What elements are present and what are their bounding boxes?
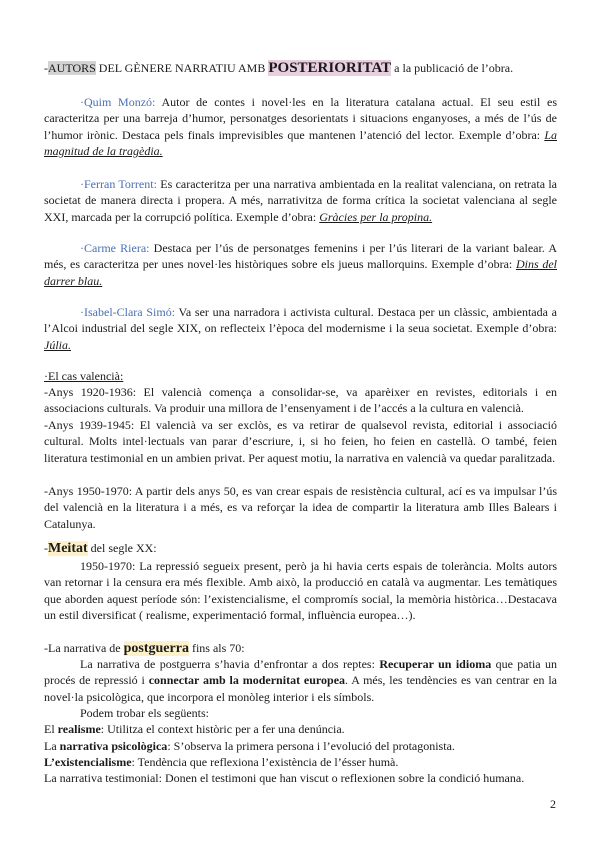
heading-highlight: POSTERIORITAT — [268, 60, 392, 76]
list-item-text: La narrativa testimonial: Donen el testimoni que han viscut o reflexionen sobre la condició humana. — [44, 771, 525, 785]
postguerra-text-a: La narrativa de postguerra s’havia d’enfrontar a dos reptes: — [80, 657, 380, 671]
valencia-title — [44, 368, 557, 384]
heading-suffix: a la publicació de l’obra. — [391, 61, 514, 75]
meitat-paragraph: 1950-1970: La repressió segueix present, però ja hi havia certs espais de tolerància. Molts autors van retornar i la censura era més flexible. Amb això, la producció en català va augmentar. Les temàtiques que aborden aquest període són: l’existencialisme, el compromís social, la memòria històrica…Destacava un estil diversificat ( realisme, experimentació formal, influència europea…). — [44, 559, 557, 623]
postguerra-bold-2: connectar amb la modernitat europea — [148, 673, 346, 688]
meitat-prefix: - — [44, 541, 48, 555]
meitat-highlight: Meitat — [48, 541, 88, 556]
author-work: Júlia. — [44, 337, 71, 352]
author-work: Dins del darrer blau. — [44, 257, 557, 288]
list-item — [44, 754, 557, 770]
valencia-item: -Anys 1920-1936: El valencià comença a consolidar-se, va aparèixer en revistes, editorials i en associacions culturals. Va produir una millora de l’ensenyament i de l’accés a la cultura en valencià. — [44, 385, 557, 416]
list-item-term: realisme — [57, 722, 101, 736]
postguerra-prefix: -La narrativa de — [44, 641, 124, 655]
author-paragraph-simo — [44, 304, 557, 353]
valencia-item: -Anys 1939-1945: El valencià va ser exclòs, es va retirar de qualsevol revista, editorial i associació cultural. Molts intel·lectuals van parar d’escriure, i, si ho feien, ho feien en castellà. O també, feien literatura testimonial en un ambien privat. Per aquest motiu, la narrativa en valencià va quedar paralitzada. — [44, 418, 557, 465]
author-paragraph-monzo — [44, 94, 557, 160]
heading-prefix: - — [44, 61, 48, 75]
list-item-term: narrativa psicològica — [59, 739, 168, 753]
author-name: ·Isabel-Clara Simó: — [80, 305, 176, 319]
section-heading-authors — [44, 60, 557, 76]
list-item-text: : S’observa la primera persona i l’evolució del protagonista. — [167, 739, 455, 753]
author-text: Va ser una narradora i activista cultural. Destaca per un clàssic, ambientada a l’Alcoi industrial del segle XIX, on reflecteix l’època del modernisme i la seua societat. Exemple d’obra: — [44, 305, 557, 336]
postguerra-heading — [44, 640, 557, 657]
postguerra-bold-1: Recuperar un idioma — [379, 657, 492, 671]
list-item-text: : Tendència que reflexiona l’existència de l’ésser humà. — [131, 755, 399, 769]
page-number: 2 — [550, 797, 556, 811]
meitat-heading — [44, 540, 557, 557]
author-work: Gràcies per la propina. — [319, 209, 433, 224]
author-text: Es caracteritza per una narrativa ambientada en la realitat valenciana, on retrata la societat de manera directa i propera. A més, narrativitza de forma crítica la societat valenciana al segle XXI, marcada per la corrupció política. Exemple d’obra: — [44, 177, 558, 224]
postguerra-intro: Podem trobar els següents: — [80, 706, 209, 720]
meitat-suffix: del segle XX: — [87, 541, 157, 555]
author-name: ·Carme Riera: — [80, 241, 150, 255]
postguerra-text-c: que patia un procés de repressió i — [44, 657, 557, 688]
list-item-text: : Utilitza el context històric per a fer una denúncia. — [100, 722, 345, 736]
author-paragraph-torrent — [44, 176, 557, 225]
list-item — [44, 770, 557, 786]
heading-authors-word: AUTORS — [48, 61, 96, 75]
author-text: Destaca per l’ús de personatges femenins i per l’ús literari de la variant balear. A més, es caracteritza per unes novel·les històriques sobre els jueus mallorquins. Exemple d’obra: — [44, 241, 557, 272]
list-item — [44, 738, 557, 754]
postguerra-suffix: fins als 70: — [188, 641, 245, 655]
author-text: Autor de contes i novel·les en la literatura catalana actual. El seu estil es caracteritza per una barreja d’humor, personatges desorientats i situacions enganyoses, a més de l’ús de l’humor irònic. Destaca pels finals imprevisibles que mantenen l’atenció del lector. Exemple d’obra: — [44, 95, 557, 142]
heading-mid: DEL GÈNERE NARRATIU AMB — [95, 61, 269, 75]
valencia-title-text: ·El cas valencià: — [44, 369, 124, 383]
postguerra-highlight: postguerra — [123, 641, 189, 656]
valencia-item: -Anys 1950-1970: A partir dels anys 50, es van crear espais de resistència cultural, ací es va impulsar l’ús del valencià en la literatura i a més, es va reforçar la idea de compartir la literatura amb Illes Balears i Catalunya. — [44, 484, 557, 531]
author-work: La magnitud de la tragèdia. — [44, 127, 557, 159]
list-item-pre: El — [44, 722, 58, 736]
postguerra-text-d: . A més, les tendències es van centrar en la novel·la psicològica, que incorpora el monòleg interior i els símbols. — [44, 673, 557, 704]
author-name: ·Ferran Torrent: — [80, 177, 157, 191]
list-item — [44, 721, 557, 737]
list-item-pre: La — [44, 739, 60, 753]
author-name: ·Quim Monzó: — [80, 95, 156, 109]
list-item-term: L’existencialisme — [44, 755, 132, 769]
author-paragraph-riera — [44, 240, 557, 289]
postguerra-paragraph — [44, 656, 557, 705]
